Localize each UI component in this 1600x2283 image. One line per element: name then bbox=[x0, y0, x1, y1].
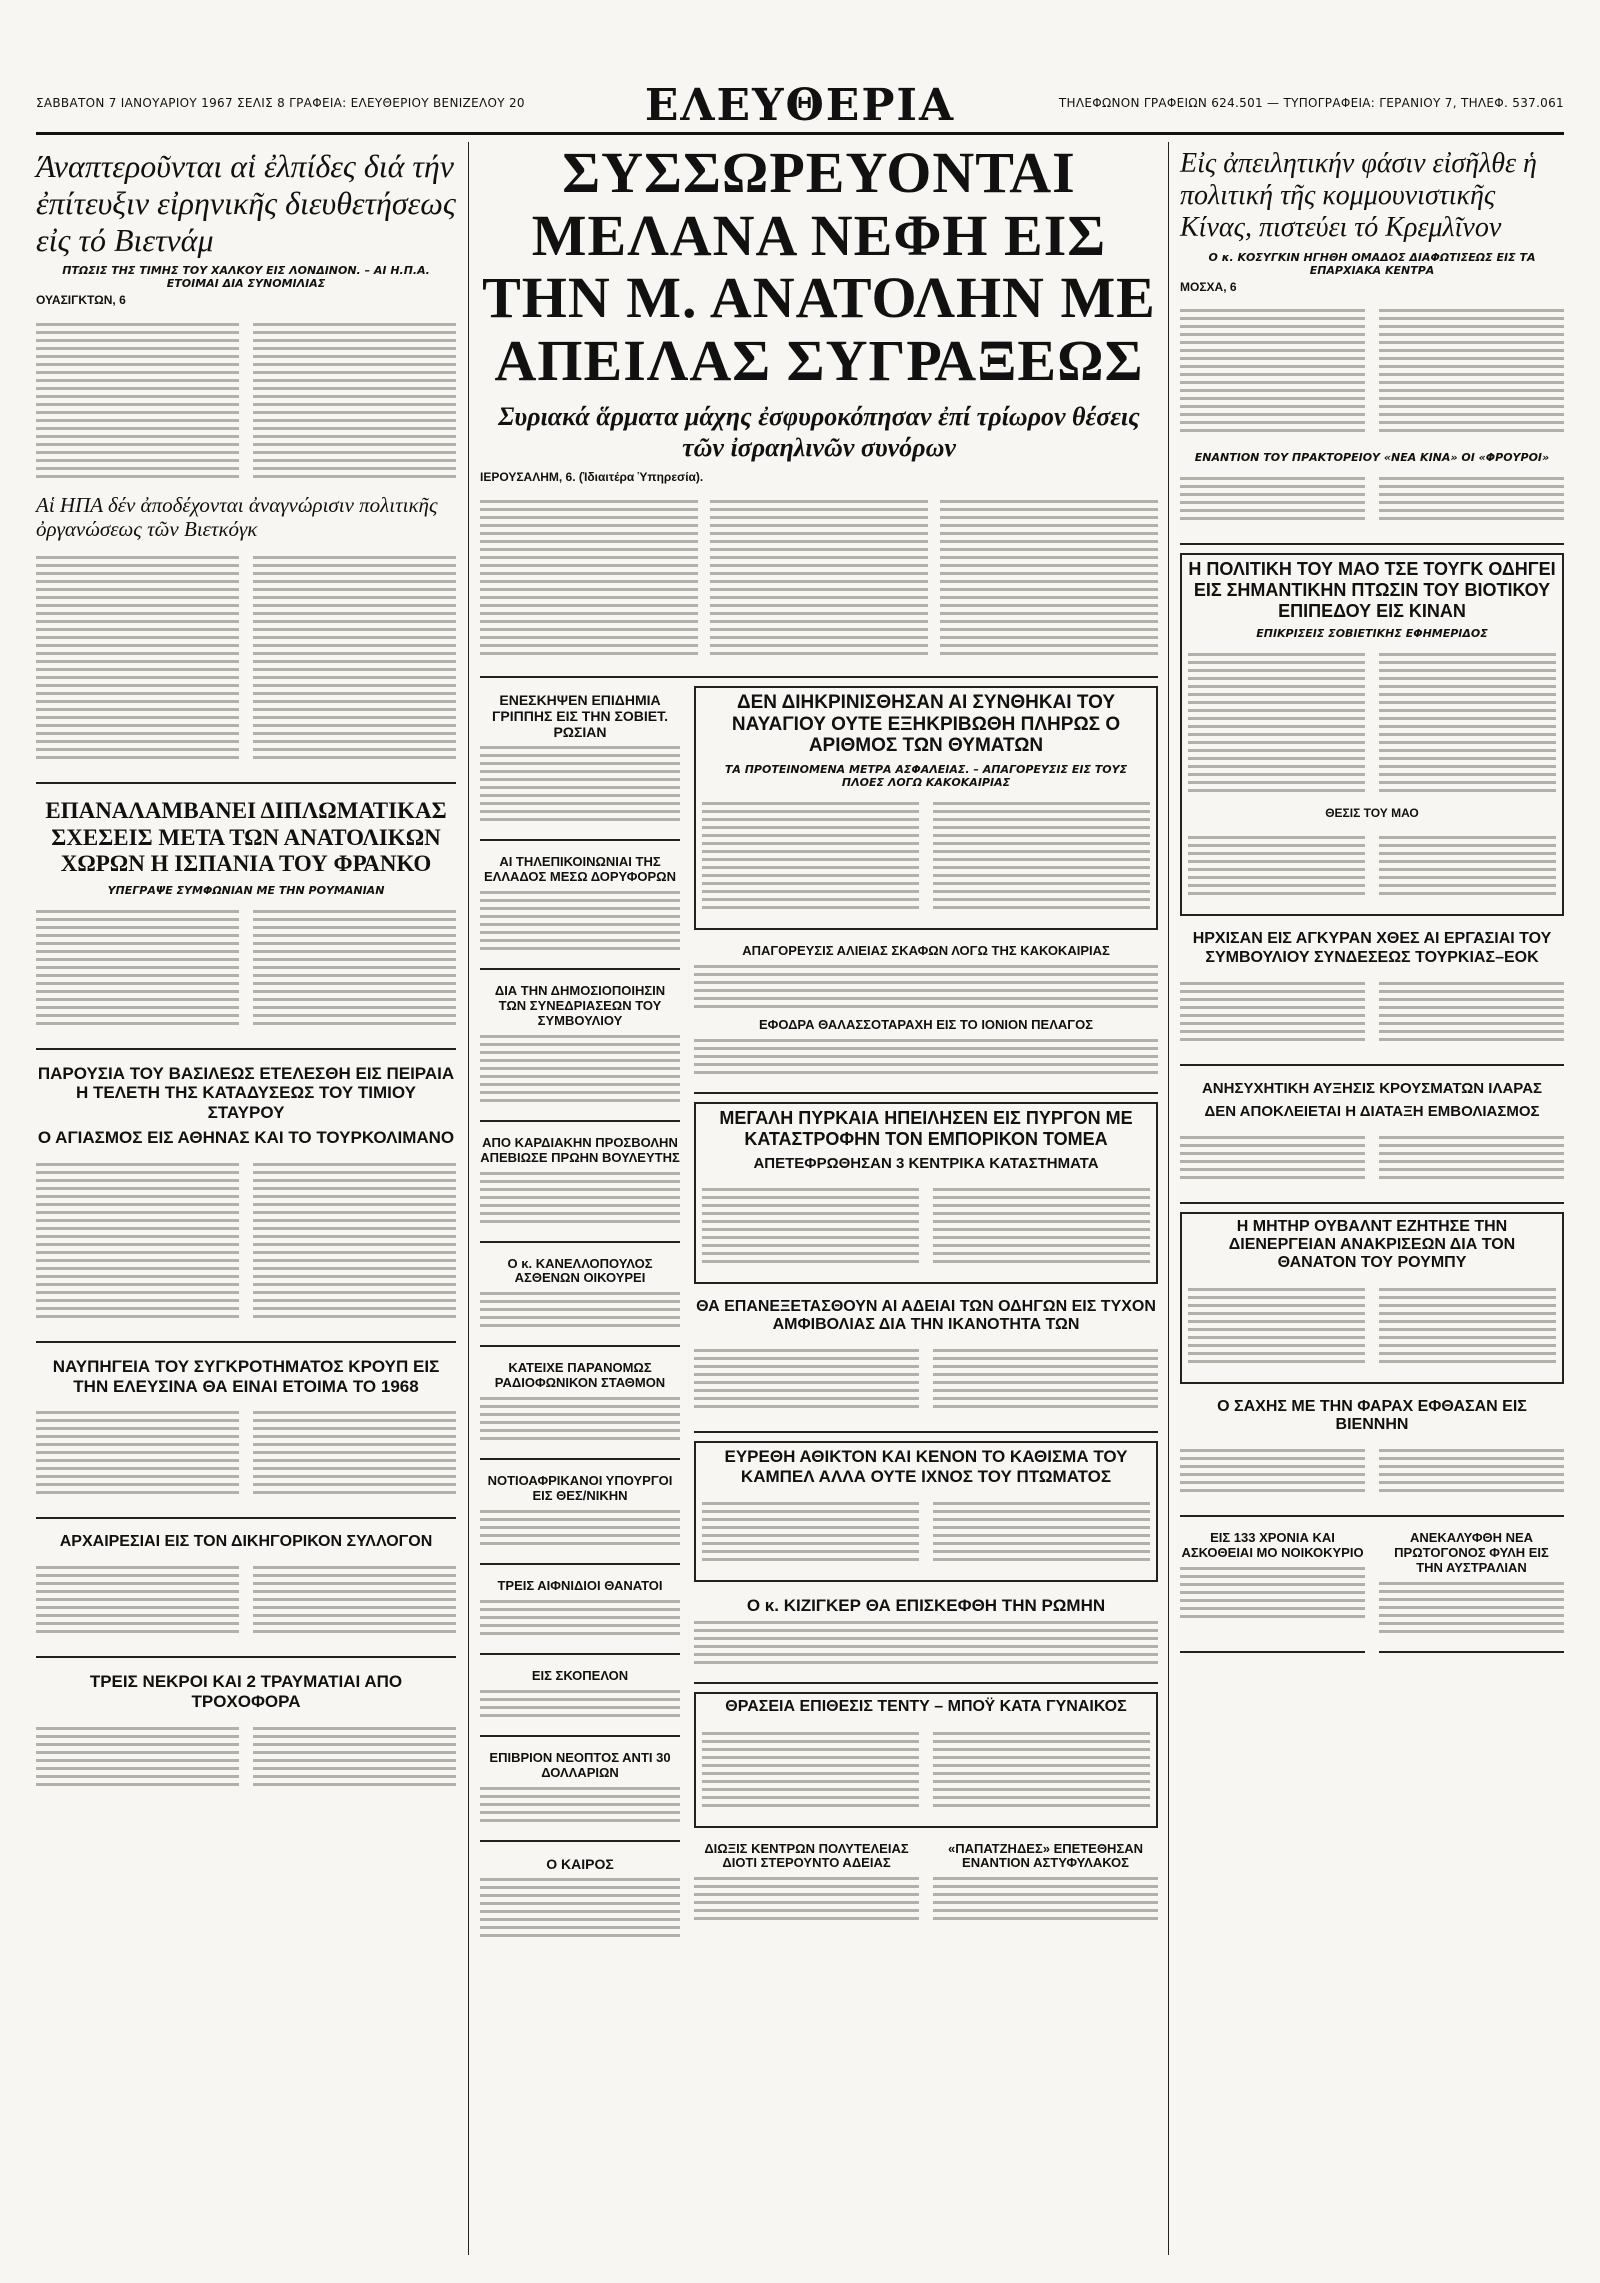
article-body bbox=[480, 1600, 680, 1635]
headline-blessing: Ο ΑΓΙΑΣΜΟΣ ΕΙΣ ΑΘΗΝΑΣ ΚΑΙ ΤΟ ΤΟΥΡΚΟΛΙΜΑΝΟ bbox=[37, 1128, 455, 1148]
center-left-subcolumn bbox=[480, 686, 680, 1963]
headline-kanellopoulos: Ο κ. ΚΑΝΕΛΛΟΠΟΥΛΟΣ ΑΣΘΕΝΩΝ ΟΙΚΟΥΡΕΙ bbox=[507, 1255, 653, 1286]
headline-skopelos: ΕΙΣ ΣΚΟΠΕΛΟΝ bbox=[531, 1668, 629, 1684]
left-column bbox=[36, 142, 456, 2255]
lead-subheadline: ΠΤΩΣΙΣ ΤΗΣ ΤΙΜΗΣ ΤΟΥ ΧΑΛΚΟΥ ΕΙΣ ΛΟΝΔΙΝΟΝ. – ΑΙ Η.Π.Α. ΕΤΟΙΜΑΙ ΔΙΑ ΣΥΝΟΜΙΛΙΑΣ bbox=[62, 264, 430, 291]
article-body bbox=[1379, 1444, 1564, 1497]
article-body bbox=[1379, 472, 1564, 525]
headline-ruby: Η ΜΗΤΗΡ ΟΥΒΑΛΝΤ ΕΖΗΤΗΣΕ ΤΗΝ ΔΙΕΝΕΡΓΕΙΑΝ ΑΝΑΚΡΙΣΕΩΝ ΔΙΑ ΤΟΝ ΘΑΝΑΤΟΝ ΤΟΥ ΡΟΥΜΠΥ bbox=[1228, 1217, 1516, 1272]
article-body bbox=[480, 1878, 680, 1937]
headline-policeman: «ΠΑΠΑΤΖΗΔΕΣ» ΕΠΕΤΕΘΗΣΑΝ ΕΝΑΝΤΙΟΝ ΑΣΤΥΦΥΛΑΚΟΣ bbox=[947, 1840, 1144, 1871]
right-column bbox=[1180, 142, 1564, 2255]
article-body bbox=[480, 495, 698, 660]
article-body bbox=[36, 1722, 239, 1791]
article-body bbox=[933, 1497, 1150, 1566]
article-body bbox=[480, 891, 680, 950]
article-body bbox=[933, 1183, 1150, 1268]
kremlin-headline: Εἰς ἀπειλητικήν φάσιν εἰσῆλθε ἡ πολιτική τῆς κομμουνιστικῆς Κίνας, πιστεύει τό Κρεμλῖνον bbox=[1180, 148, 1537, 244]
article-body bbox=[1379, 1283, 1556, 1368]
kremlin-byline: ΜΟΣΧΑ, 6 bbox=[1180, 279, 1237, 294]
headline-heart-attack: ΑΠΟ ΚΑΡΔΙΑΚΗΝ ΠΡΟΣΒΟΛΗΝ ΑΠΕΒΙΩΣΕ ΠΡΩΗΝ ΒΟΥΛΕΥΤΗΣ bbox=[480, 1134, 680, 1165]
headline-mao: Η ΠΟΛΙΤΙΚΗ ΤΟΥ ΜΑΟ ΤΣΕ ΤΟΥΓΚ ΟΔΗΓΕΙ ΕΙΣ ΣΗΜΑΝΤΙΚΗΝ ΠΤΩΣΙΝ ΤΟΥ ΒΙΟΤΙΚΟΥ ΕΠΙΠΕΔΟΥ ΕΙΣ ΚΙΝΑΝ bbox=[1188, 559, 1556, 621]
headline-storm: ΕΦΟΔΡΑ ΘΑΛΑΣΣΟΤΑΡΑΧΗ ΕΙΣ ΤΟ ΙΟΝΙΟΝ ΠΕΛΑΓΟΣ bbox=[758, 1017, 1093, 1033]
main-banner-subheadline: Συριακά ἅρματα μάχης ἐσφυροκόπησαν ἐπί τρίωρον θέσεις τῶν ἰσραηλινῶν συνόρων bbox=[498, 401, 1140, 462]
article-body bbox=[1379, 1582, 1564, 1633]
headline-traffic: ΤΡΕΙΣ ΝΕΚΡΟΙ ΚΑΙ 2 ΤΡΑΥΜΑΤΙΑΙ ΑΠΟ ΤΡΟΧΟΦΟΡΑ bbox=[89, 1672, 403, 1711]
article-body bbox=[933, 1344, 1158, 1413]
headline-satellite: ΑΙ ΤΗΛΕΠΙΚΟΙΝΩΝΙΑΙ ΤΗΣ ΕΛΛΑΔΟΣ ΜΕΣΩ ΔΟΡΥΦΟΡΩΝ bbox=[484, 853, 676, 884]
headline-piraeus: ΠΑΡΟΥΣΙΑ ΤΟΥ ΒΑΣΙΛΕΩΣ ΕΤΕΛΕΣΘΗ ΕΙΣ ΠΕΙΡΑΙΑ Η ΤΕΛΕΤΗ ΤΗΣ ΚΑΤΑΔΥΣΕΩΣ ΤΟΥ ΤΙΜΙΟΥ ΣΤΑΥΡΟΥ bbox=[37, 1063, 455, 1122]
headline-krupp: ΝΑΥΠΗΓΕΙΑ ΤΟΥ ΣΥΓΚΡΟΤΗΜΑΤΟΣ ΚΡΟΥΠ ΕΙΣ ΤΗΝ ΕΛΕΥΣΙΝΑ ΘΑ ΕΙΝΑΙ ΕΤΟΙΜΑ ΤΟ 1968 bbox=[52, 1356, 440, 1396]
headline-nightclubs: ΔΙΩΞΙΣ ΚΕΝΤΡΩΝ ΠΟΛΥΤΕΛΕΙΑΣ ΔΙΟΤΙ ΣΤΕΡΟΥΝΤΟ ΑΔΕΙΑΣ bbox=[704, 1840, 909, 1871]
headline-measles-sub: ΔΕΝ ΑΠΟΚΛΕΙΕΤΑΙ Η ΔΙΑΤΑΞΗ ΕΜΒΟΛΙΑΣΜΟΣ bbox=[1204, 1103, 1540, 1121]
article-body bbox=[253, 1722, 456, 1791]
article-body bbox=[480, 1397, 680, 1440]
headline-campbell: ΕΥΡΕΘΗ ΑΘΙΚΤΟΝ ΚΑΙ ΚΕΝΟΝ ΤΟ ΚΑΘΙΣΜΑ ΤΟΥ ΚΑΜΠΕΛ ΑΛΛΑ ΟΥΤΕ ΙΧΝΟΣ ΤΟΥ ΠΤΩΜΑΤΟΣ bbox=[724, 1447, 1128, 1487]
article-body bbox=[253, 551, 456, 764]
masthead-contact: ΤΗΛΕΦΩΝΟΝ ΓΡΑΦΕΙΩΝ 624.501 — ΤΥΠΟΓΡΑΦΕΙΑ: ΓΕΡΑΝΙΟΥ 7, ΤΗΛΕΦ. 537.061 bbox=[1058, 96, 1564, 110]
article-body bbox=[1180, 977, 1365, 1046]
main-banner-headline: ΣΥΣΣΩΡΕΥΟΝΤΑΙ ΜΕΛΑΝΑ ΝΕΦΗ ΕΙΣ ΤΗΝ Μ. ΑΝΑΤΟΛΗΝ ΜΕ ΑΠΕΙΛΑΣ ΣΥΓΡΑΞΕΩΣ bbox=[482, 140, 1156, 393]
article-body bbox=[702, 1727, 919, 1812]
article-body bbox=[1379, 977, 1564, 1046]
article-body bbox=[36, 551, 239, 764]
headline-deaths: ΤΡΕΙΣ ΑΙΦΝΙΔΙΟΙ ΘΑΝΑΤΟΙ bbox=[497, 1578, 663, 1594]
headline-measles: ΑΝΗΣΥΧΗΤΙΚΗ ΑΥΞΗΣΙΣ ΚΡΟΥΣΜΑΤΩΝ ΙΛΑΡΑΣ bbox=[1201, 1080, 1543, 1097]
article-body bbox=[253, 1561, 456, 1638]
article-body bbox=[253, 318, 456, 483]
article-body bbox=[1180, 304, 1365, 437]
column-rule bbox=[1168, 142, 1169, 2255]
article-body bbox=[253, 905, 456, 1030]
article-body bbox=[480, 1172, 680, 1223]
lead-headline: Άναπτεροῦνται αἱ ἐλπίδες διά τήν ἐπίτευξιν εἰρηνικῆς διευθετήσεως εἰς τό Βιετνάμ bbox=[36, 148, 456, 258]
article-body bbox=[1379, 831, 1556, 900]
headline-fishing: ΑΠΑΓΟΡΕΥΣΙΣ ΑΛΙΕΙΑΣ ΣΚΑΦΩΝ ΛΟΓΩ ΤΗΣ ΚΑΚΟΚΑΙΡΙΑΣ bbox=[742, 943, 1110, 959]
headline-133-years: ΕΙΣ 133 ΧΡΟΝΙΑ ΚΑΙ ΑΣΚΟΘΕΙΑΙ ΜΟ ΝΟΙΚΟΚΥΡΙΟ bbox=[1181, 1530, 1364, 1561]
article-body bbox=[702, 1183, 919, 1268]
headline-shah: Ο ΣΑΧΗΣ ΜΕ ΤΗΝ ΦΑΡΑΧ ΕΦΘΑΣΑΝ ΕΙΣ ΒΙΕΝΝΗΝ bbox=[1217, 1397, 1527, 1434]
headline-licenses: ΘΑ ΕΠΑΝΕΞΕΤΑΣΘΟΥΝ ΑΙ ΑΔΕΙΑΙ ΤΩΝ ΟΔΗΓΩΝ ΕΙΣ ΤΥΧΟΝ ΑΜΦΙΒΟΛΙΑΣ ΔΙΑ ΤΗΝ ΙΚΑΝΟΤΗΤΑ ΤΩΝ bbox=[696, 1297, 1156, 1334]
article-body bbox=[1379, 648, 1556, 797]
article-body bbox=[480, 1690, 680, 1717]
article-body bbox=[694, 1877, 919, 1920]
main-dateline: ΙΕΡΟΥΣΑΛΗΜ, 6. (Ἰδιαιτέρα Ὑπηρεσία). bbox=[480, 469, 704, 484]
article-body bbox=[694, 965, 1158, 1008]
column-rule bbox=[468, 142, 469, 2255]
article-body bbox=[253, 1158, 456, 1323]
center-right-subcolumn bbox=[694, 686, 1158, 1963]
article-body bbox=[1180, 1131, 1365, 1184]
sub-headline: Αἱ ΗΠΑ δέν ἀποδέχονται ἀναγνώρισιν πολιτικῆς ὀργανώσεως τῶν Βιετκόγκ bbox=[36, 493, 438, 542]
article-body bbox=[694, 1344, 919, 1413]
headline-dollars: ΕΠΙΒΡΙΟΝ ΝΕΟΠΤΟΣ ΑΝΤΙ 30 ΔΟΛΛΑΡΙΩΝ bbox=[489, 1750, 671, 1780]
kremlin-subheadline: Ο κ. ΚΟΣΥΓΚΙΝ ΗΓΗΘΗ ΟΜΑΔΟΣ ΔΙΑΦΩΤΙΣΕΩΣ ΕΙΣ ΤΑ ΕΠΑΡΧΙΑΚΑ ΚΕΝΤΡΑ bbox=[1208, 250, 1536, 277]
article-body bbox=[36, 1158, 239, 1323]
article-body bbox=[702, 797, 919, 914]
masthead-dateline: ΣΑΒΒΑΤΟΝ 7 ΙΑΝΟΥΑΡΙΟΥ 1967 ΣΕΛΙΣ 8 ΓΡΑΦΕΙΑ: ΕΛΕΥΘΕΡΙΟΥ ΒΕΝΙΖΕΛΟΥ 20 bbox=[36, 96, 525, 110]
article-body bbox=[940, 495, 1158, 660]
article-body bbox=[36, 318, 239, 483]
center-column bbox=[480, 142, 1158, 2255]
headline-fire: ΜΕΓΑΛΗ ΠΥΡΚΑΙΑ ΗΠΕΙΛΗΣΕΝ ΕΙΣ ΠΥΡΓΟΝ ΜΕ ΚΑΤΑΣΤΡΟΦΗΝ ΤΟΝ ΕΜΠΟΡΙΚΟΝ ΤΟΜΕΑ bbox=[719, 1108, 1133, 1149]
headline-spain-sub: ΥΠΕΓΡΑΨΕ ΣΥΜΦΩΝΙΑΝ ΜΕ ΤΗΝ ΡΟΥΜΑΝΙΑΝ bbox=[107, 883, 385, 897]
article-body bbox=[1379, 1131, 1564, 1184]
article-body bbox=[1379, 304, 1564, 437]
headline-flu: ΕΝΕΣΚΗΨΕΝ ΕΠΙΔΗΜΙΑ ΓΡΙΠΠΗΣ ΕΙΣ ΤΗΝ ΣΟΒΙΕΤ. ΡΩΣΙΑΝ bbox=[492, 691, 668, 740]
article-body bbox=[480, 746, 680, 821]
article-body bbox=[933, 797, 1150, 914]
headline-radio: ΚΑΤΕΙΧΕ ΠΑΡΑΝΟΜΩΣ ΡΑΔΙΟΦΩΝΙΚΟΝ ΣΤΑΘΜΟΝ bbox=[494, 1360, 666, 1391]
byline: ΟΥΑΣΙΓΚΤΩΝ, 6 bbox=[36, 293, 126, 308]
headline-elections: ΑΡΧΑΙΡΕΣΙΑΙ ΕΙΣ ΤΟΝ ΔΙΚΗΓΟΡΙΚΟΝ ΣΥΛΛΟΓΟΝ bbox=[59, 1533, 433, 1551]
article-body bbox=[1188, 648, 1365, 797]
article-body bbox=[933, 1727, 1150, 1812]
headline-ankara: ΗΡΧΙΣΑΝ ΕΙΣ ΑΓΚΥΡΑΝ ΧΘΕΣ ΑΙ ΕΡΓΑΣΙΑΙ ΤΟΥ ΣΥΜΒΟΥΛΙΟΥ ΣΥΝΔΕΣΕΩΣ ΤΟΥΡΚΙΑΣ–ΕΟΚ bbox=[1192, 930, 1552, 966]
headline-mao-sub: ΕΠΙΚΡΙΣΕΙΣ ΣΟΒΙΕΤΙΚΗΣ ΕΦΗΜΕΡΙΔΟΣ bbox=[1256, 627, 1488, 641]
headline-new-china: ΕΝΑΝΤΙΟΝ ΤΟΥ ΠΡΑΚΤΟΡΕΙΟΥ «ΝΕΑ ΚΙΝΑ» ΟΙ «ΦΡΟΥΡΟΙ» bbox=[1194, 451, 1550, 465]
newspaper-title: ΕΛΕΥΘΕΡΙΑ bbox=[644, 80, 956, 131]
article-body bbox=[1180, 1444, 1365, 1497]
article-body bbox=[36, 1561, 239, 1638]
masthead bbox=[36, 80, 1564, 135]
headline-shipwreck: ΔΕΝ ΔΙΗΚΡΙΝΙΣΘΗΣΑΝ ΑΙ ΣΥΝΘΗΚΑΙ ΤΟΥ ΝΑΥΑΓΙΟΥ ΟΥΤΕ ΕΞΗΚΡΙΒΩΘΗ ΠΛΗΡΩΣ Ο ΑΡΙΘΜΟΣ ΤΩΝ ΘΥΜΑΤΩΝ bbox=[731, 691, 1121, 757]
headline-weather: Ο ΚΑΙΡΟΣ bbox=[546, 1855, 614, 1872]
headline-fire-sub: ΑΠΕΤΕΦΡΩΘΗΣΑΝ 3 ΚΕΝΤΡΙΚΑ ΚΑΤΑΣΤΗΜΑΤΑ bbox=[753, 1155, 1099, 1173]
article-body bbox=[480, 1035, 680, 1102]
headline-council: ΔΙΑ ΤΗΝ ΔΗΜΟΣΙΟΠΟΙΗΣΙΝ ΤΩΝ ΣΥΝΕΔΡΙΑΣΕΩΝ ΤΟΥ ΣΥΜΒΟΥΛΙΟΥ bbox=[494, 982, 666, 1028]
headline-spain: ΕΠΑΝΑΛΑΜΒΑΝΕΙ ΔΙΠΛΩΜΑΤΙΚΑΣ ΣΧΕΣΕΙΣ ΜΕΤΑ ΤΩΝ ΑΝΑΤΟΛΙΚΩΝ ΧΩΡΩΝ Η ΙΣΠΑΝΙΑ ΤΟΥ ΦΡΑΝΚΟ bbox=[45, 798, 447, 877]
article-body bbox=[1180, 1567, 1365, 1618]
article-body bbox=[933, 1877, 1158, 1920]
article-body bbox=[702, 1497, 919, 1566]
article-body bbox=[694, 1621, 1158, 1664]
headline-kiesinger: Ο κ. ΚΙΖΙΓΚΕΡ ΘΑ ΕΠΙΣΚΕΦΘΗ ΤΗΝ ΡΩΜΗΝ bbox=[746, 1595, 1106, 1615]
article-body bbox=[36, 1406, 239, 1499]
headline-teddy-boy: ΘΡΑΣΕΙΑ ΕΠΙΘΕΣΙΣ ΤΕΝΤΥ – ΜΠΟΫ ΚΑΤΑ ΓΥΝΑΙΚΟΣ bbox=[725, 1698, 1127, 1716]
article-body bbox=[480, 1292, 680, 1327]
article-body bbox=[1188, 1283, 1365, 1368]
article-body bbox=[480, 1510, 680, 1545]
headline-tribe: ΑΝΕΚΑΛΥΦΘΗ ΝΕΑ ΠΡΩΤΟΓΟΝΟΣ ΦΥΛΗ ΕΙΣ ΤΗΝ ΑΥΣΤΡΑΛΙΑΝ bbox=[1394, 1530, 1549, 1576]
article-body bbox=[36, 905, 239, 1030]
article-body bbox=[694, 1039, 1158, 1074]
headline-ministers: ΝΟΤΙΟΑΦΡΙΚΑΝΟΙ ΥΠΟΥΡΓΟΙ ΕΙΣ ΘΕΣ/ΝΙΚΗΝ bbox=[487, 1473, 673, 1504]
article-body bbox=[710, 495, 928, 660]
article-body bbox=[480, 1787, 680, 1822]
article-body bbox=[1180, 472, 1365, 525]
headline-mao-thesis: ΘΕΣΙΣ ΤΟΥ ΜΑΟ bbox=[1325, 806, 1419, 821]
article-body bbox=[253, 1406, 456, 1499]
headline-shipwreck-sub: ΤΑ ΠΡΟΤΕΙΝΟΜΕΝΑ ΜΕΤΡΑ ΑΣΦΑΛΕΙΑΣ. – ΑΠΑΓΟΡΕΥΣΙΣ ΕΙΣ ΤΟΥΣ ΠΛΟΕΣ ΛΟΓΩ ΚΑΚΟΚΑΙΡΙΑΣ bbox=[724, 763, 1128, 790]
article-body bbox=[1188, 831, 1365, 900]
